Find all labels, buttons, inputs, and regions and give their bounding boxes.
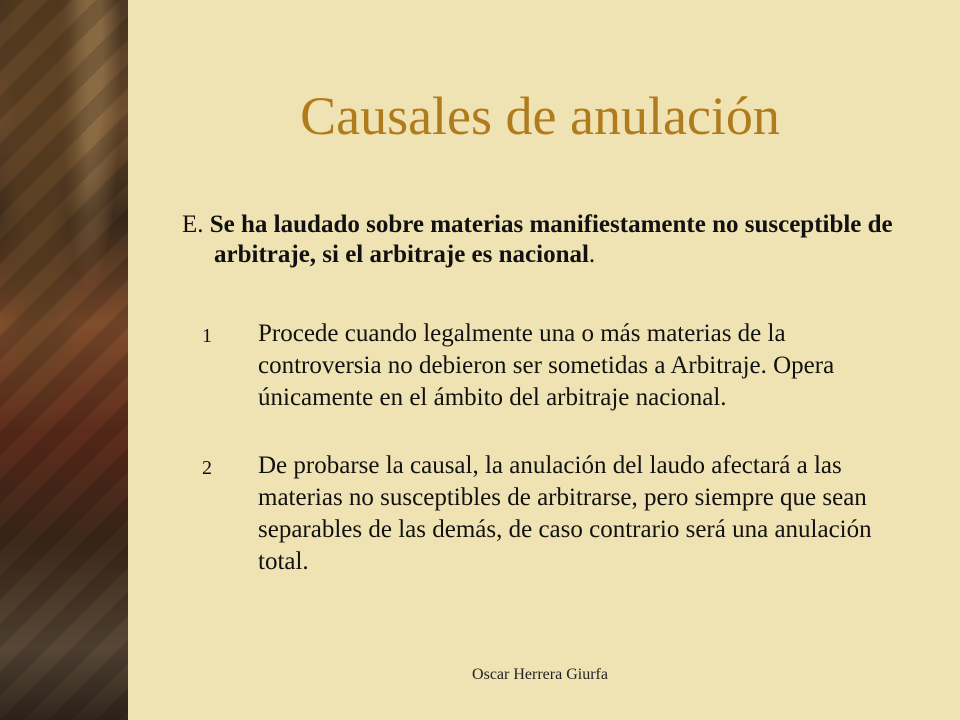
topic-paragraph — [182, 210, 902, 270]
point-item-1 — [202, 318, 902, 414]
point-item-2 — [202, 450, 902, 578]
point-number-2: 2 — [202, 457, 212, 479]
point-text-2: De probarse la causal, la anulación del laudo afectará a las materias no susceptibles de arbitrarse, pero siempre que sean separables de las demás, de caso contrario será una anulación total. — [258, 452, 872, 575]
points-list — [202, 318, 902, 614]
point-text-1: Procede cuando legalmente una o más materias de la controversia no debieron ser sometidas a Arbitraje. Opera únicamente en el ámbito del arbitraje nacional. — [258, 320, 835, 411]
slide-footer: Oscar Herrera Giurfa — [472, 666, 608, 683]
point-number-1: 1 — [202, 325, 212, 347]
decorative-side-image — [0, 0, 128, 720]
topic-prefix: E. — [182, 211, 210, 238]
slide-title: Causales de anulación — [300, 86, 780, 146]
topic-bold-text: Se ha laudado sobre materias manifiestamente no susceptible de arbitraje, si el arbitraje es nacional — [209, 211, 893, 268]
topic-suffix: . — [588, 241, 596, 268]
